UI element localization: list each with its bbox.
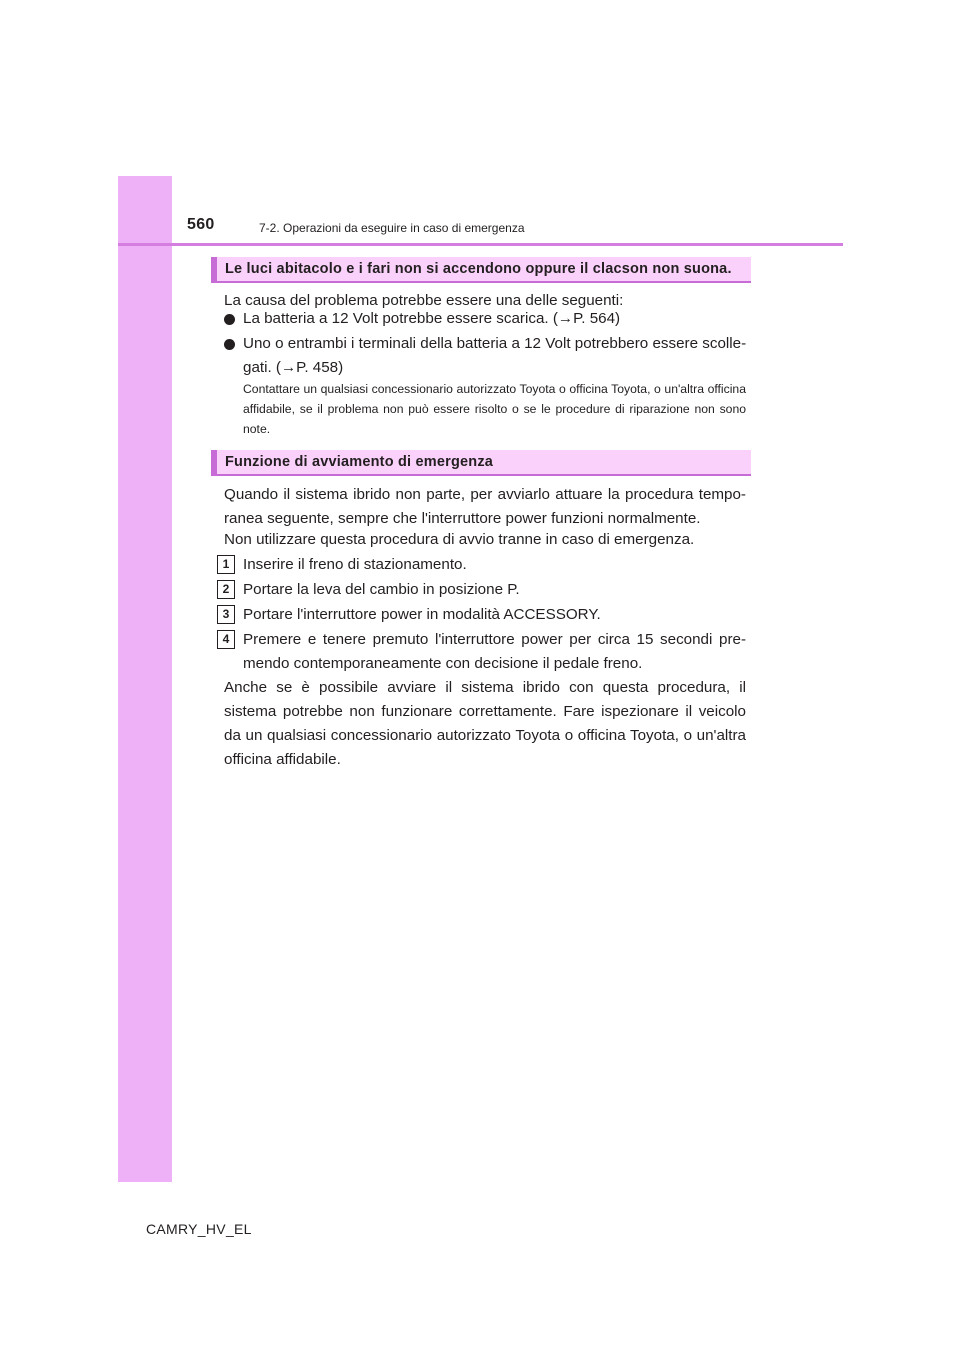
section2-para1: Quando il sistema ibrido non parte, per avviarlo attuare la procedura tempo-ranea seguente, sempre che l'interruttore power funzioni normalmente.: [224, 486, 746, 527]
chapter-title: 7-2. Operazioni da eseguire in caso di emergenza: [259, 221, 525, 235]
step-number-badge: 4: [217, 630, 235, 649]
step-number-badge: 1: [217, 555, 235, 574]
side-tab-bar: [118, 176, 172, 1182]
step-text: Premere e tenere premuto l'interruttore power per circa 15 secondi pre-mendo contemporaneamente con decisione il pedale freno.: [243, 631, 746, 672]
section1-intro: La causa del problema potrebbe essere una delle seguenti:: [224, 292, 624, 309]
section-heading-lights-horn: Le luci abitacolo e i fari non si accendono oppure il clacson non suona.: [211, 257, 751, 283]
step-text: Inserire il freno di stazionamento.: [243, 556, 467, 573]
step-text: Portare la leva del cambio in posizione P.: [243, 581, 520, 598]
bullet-battery-terminals-cont: gati. (→P. 458): [243, 359, 344, 376]
page-number: 560: [187, 216, 215, 233]
section2-para2: Non utilizzare questa procedura di avvio tranne in caso di emergenza.: [224, 531, 695, 548]
header-divider: [118, 243, 843, 246]
step-number-badge: 3: [217, 605, 235, 624]
footer-code: CAMRY_HV_EL: [146, 1221, 252, 1237]
bullet-icon: [224, 339, 235, 350]
bullet-battery-terminals: Uno o entrambi i terminali della batteria a 12 Volt potrebbero essere scolle-: [243, 335, 747, 352]
section1-note: Contattare un qualsiasi concessionario autorizzato Toyota o officina Toyota, o un'altra officina affidabile, se il problema non può essere risolto o se le procedure di riparazione non sono note.: [243, 382, 746, 436]
bullet-battery-discharged: La batteria a 12 Volt potrebbe essere scarica. (→P. 564): [243, 310, 621, 327]
step-number-badge: 2: [217, 580, 235, 599]
section-heading-emergency-start: Funzione di avviamento di emergenza: [211, 450, 751, 476]
bullet-icon: [224, 314, 235, 325]
section2-para3: Anche se è possibile avviare il sistema ibrido con questa procedura, il sistema potrebbe non funzionare correttamente. Fare ispezionare il veicolo da un qualsiasi concessionario autorizzato Toyota o officina Toyota, o un'altra officina affidabile.: [224, 679, 746, 768]
step-text: Portare l'interruttore power in modalità ACCESSORY.: [243, 606, 601, 623]
